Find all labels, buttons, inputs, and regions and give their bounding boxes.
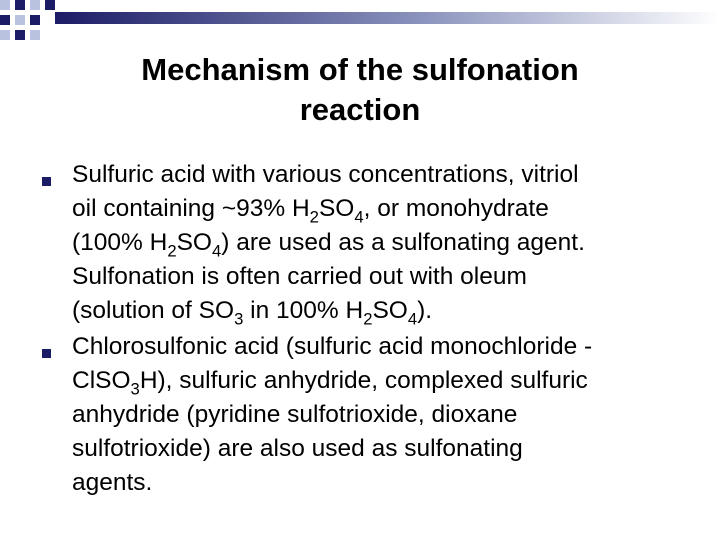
- bullet-text-line: [72, 466, 700, 500]
- slide-title-line-2: reaction: [299, 92, 421, 127]
- bullet-text-line: [72, 398, 700, 432]
- header-gradient-band: [55, 12, 720, 24]
- subscript: 3: [234, 309, 244, 329]
- text-segment: H), sulfuric anhydride, complexed sulfuric: [139, 367, 588, 394]
- bullet-text-line: [72, 364, 700, 398]
- text-segment: ).: [417, 297, 433, 324]
- text-segment: Sulfuric acid with various concentrations, vitriol: [72, 161, 579, 188]
- bullet-text-line: [72, 158, 700, 192]
- text-segment: Sulfonation is often carried out with oleum: [72, 263, 527, 290]
- slide-title-line-1: Mechanism of the sulfonation: [141, 52, 579, 87]
- text-segment: SO: [176, 229, 212, 256]
- text-segment: ) are used as a sulfonating agent.: [221, 229, 585, 256]
- text-segment: SO: [372, 297, 408, 324]
- text-segment: (solution of SO: [72, 297, 235, 324]
- text-segment: SO: [318, 195, 355, 222]
- bullet-text-line: [72, 330, 700, 364]
- bullet-text-line: [72, 294, 700, 328]
- text-segment: (100% H: [72, 229, 168, 256]
- text-segment: ClSO: [72, 367, 131, 394]
- text-segment: in 100% H: [243, 297, 364, 324]
- bullet-item: [40, 158, 700, 328]
- bullet-list: [40, 158, 700, 502]
- subscript: 4: [407, 309, 418, 329]
- square-bullet-icon: [42, 177, 51, 186]
- text-segment: sulfotrioxide) are also used as sulfonating: [72, 435, 523, 462]
- subscript: 4: [212, 241, 222, 261]
- subscript: 4: [354, 207, 364, 227]
- subscript: 2: [167, 241, 177, 261]
- bullet-text-line: [72, 260, 700, 294]
- bullet-text-line: [72, 226, 700, 260]
- header-square-grid: [0, 0, 55, 40]
- bullet-text-line: [72, 432, 700, 466]
- decorative-header-pattern: [0, 0, 720, 50]
- subscript: 3: [130, 379, 140, 399]
- bullet-item: [40, 330, 700, 500]
- subscript: 2: [363, 309, 373, 329]
- bullet-text-line: [72, 192, 700, 226]
- text-segment: oil containing ~93% H: [72, 195, 310, 222]
- square-bullet-icon: [42, 349, 51, 358]
- slide-title: [60, 50, 660, 130]
- text-segment: agents.: [72, 469, 153, 496]
- text-segment: , or monohydrate: [363, 195, 549, 222]
- subscript: 2: [309, 207, 319, 227]
- text-segment: Chlorosulfonic acid (sulfuric acid monochloride -: [72, 333, 593, 360]
- text-segment: anhydride (pyridine sulfotrioxide, dioxane: [72, 401, 518, 428]
